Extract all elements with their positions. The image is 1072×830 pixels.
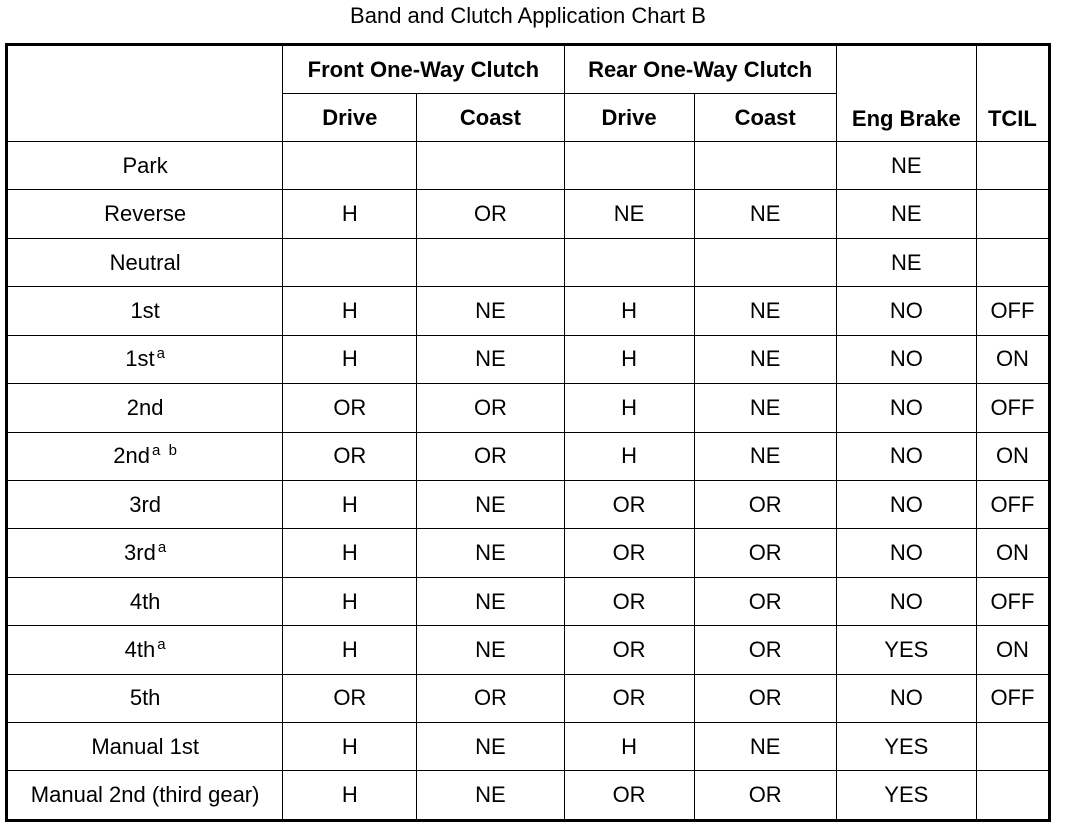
front-drive-cell: H (283, 190, 417, 238)
rear-drive-cell: OR (564, 674, 694, 722)
front-coast-cell: NE (417, 335, 564, 383)
tcil-cell: ON (976, 626, 1049, 674)
gear-position-text: 3rd (124, 540, 156, 566)
front-drive-cell: OR (283, 384, 417, 432)
gear-position-label (7, 626, 283, 674)
tcil-cell: ON (976, 335, 1049, 383)
eng-brake-cell: NO (836, 335, 976, 383)
header-row-groups (7, 45, 1050, 94)
rear-coast-cell (694, 142, 836, 190)
eng-brake-cell: NO (836, 674, 976, 722)
rear-coast-cell: NE (694, 384, 836, 432)
rear-coast-cell: NE (694, 190, 836, 238)
tcil-cell (976, 238, 1049, 286)
front-drive-cell: H (283, 287, 417, 335)
eng-brake-cell: NO (836, 432, 976, 480)
front-drive-cell: OR (283, 432, 417, 480)
tcil-cell: ON (976, 529, 1049, 577)
rear-coast-cell: NE (694, 335, 836, 383)
gear-position-label (7, 238, 283, 286)
rear-coast-cell: OR (694, 771, 836, 821)
table-row (7, 626, 1050, 674)
rear-coast-cell: NE (694, 723, 836, 771)
rear-coast-cell: NE (694, 432, 836, 480)
rear-drive-cell: OR (564, 480, 694, 528)
table-row (7, 723, 1050, 771)
tcil-header: TCIL (976, 45, 1049, 142)
front-drive-cell (283, 238, 417, 286)
rear-drive-cell (564, 238, 694, 286)
front-coast-cell: OR (417, 432, 564, 480)
rear-drive-cell: H (564, 384, 694, 432)
rear-drive-cell (564, 142, 694, 190)
front-coast-cell: NE (417, 723, 564, 771)
front-coast-cell: NE (417, 480, 564, 528)
tcil-cell: OFF (976, 674, 1049, 722)
tcil-cell (976, 190, 1049, 238)
gear-position-text: Neutral (109, 249, 181, 275)
front-coast-cell: OR (417, 384, 564, 432)
front-coast-cell (417, 238, 564, 286)
rear-coast-cell: NE (694, 287, 836, 335)
table-row (7, 238, 1050, 286)
gear-position-label (7, 674, 283, 722)
table-row (7, 432, 1050, 480)
footnote-marker: a (156, 345, 165, 363)
eng-brake-cell: NO (836, 480, 976, 528)
rear-drive-cell: NE (564, 190, 694, 238)
tcil-cell: OFF (976, 384, 1049, 432)
table-row (7, 142, 1050, 190)
gear-position-text: 2nd (113, 443, 150, 469)
eng-brake-cell: NO (836, 384, 976, 432)
table-header (7, 45, 1050, 142)
gear-position-text: 5th (129, 685, 161, 711)
front-coast-cell: NE (417, 626, 564, 674)
front-drive-cell: H (283, 771, 417, 821)
footnote-marker: a b (151, 441, 177, 459)
front-drive-cell: H (283, 335, 417, 383)
table-row (7, 674, 1050, 722)
tcil-cell (976, 771, 1049, 821)
eng-brake-cell: NO (836, 287, 976, 335)
front-coast-header: Coast (417, 94, 564, 142)
gear-position-text: Manual 1st (91, 733, 199, 759)
gear-position-label (7, 771, 283, 821)
gear-position-text: 4th (124, 636, 156, 662)
gear-position-text: Park (122, 152, 168, 178)
table-row (7, 771, 1050, 821)
front-drive-cell: OR (283, 674, 417, 722)
rear-drive-cell: H (564, 287, 694, 335)
rear-coast-cell (694, 238, 836, 286)
gear-position-text: 1st (130, 297, 160, 323)
gear-position-text: 1st (125, 346, 155, 372)
rear-drive-cell: OR (564, 771, 694, 821)
front-coast-cell (417, 142, 564, 190)
gear-position-text: 2nd (126, 394, 164, 420)
gear-position-text: 4th (129, 588, 161, 614)
footnote-marker: a (157, 635, 166, 653)
table-row (7, 335, 1050, 383)
gear-position-text: 3rd (129, 491, 162, 517)
front-one-way-clutch-header: Front One-Way Clutch (283, 45, 564, 94)
table-row (7, 384, 1050, 432)
application-chart-table (5, 43, 1051, 822)
rear-drive-cell: H (564, 432, 694, 480)
rear-coast-cell: OR (694, 626, 836, 674)
gear-position-label (7, 287, 283, 335)
eng-brake-cell: NO (836, 529, 976, 577)
gear-position-label (7, 190, 283, 238)
chart-title: Band and Clutch Application Chart B (350, 3, 706, 28)
rear-drive-cell: H (564, 723, 694, 771)
table-row (7, 577, 1050, 625)
eng-brake-cell: YES (836, 626, 976, 674)
gear-position-label (7, 384, 283, 432)
rear-coast-cell: OR (694, 529, 836, 577)
front-drive-cell: H (283, 529, 417, 577)
front-drive-header: Drive (283, 94, 417, 142)
front-drive-cell (283, 142, 417, 190)
tcil-cell (976, 142, 1049, 190)
tcil-cell: OFF (976, 480, 1049, 528)
front-coast-cell: OR (417, 190, 564, 238)
gear-position-label (7, 480, 283, 528)
front-coast-cell: NE (417, 577, 564, 625)
tcil-cell (976, 723, 1049, 771)
front-coast-cell: OR (417, 674, 564, 722)
footnote-marker: a (157, 538, 167, 556)
table-row (7, 529, 1050, 577)
front-drive-cell: H (283, 626, 417, 674)
rear-coast-cell: OR (694, 674, 836, 722)
gear-position-text: Reverse (104, 201, 187, 227)
eng-brake-cell: NE (836, 190, 976, 238)
rear-drive-cell: OR (564, 529, 694, 577)
gear-position-label (7, 723, 283, 771)
front-drive-cell: H (283, 577, 417, 625)
gear-position-label (7, 335, 283, 383)
tcil-cell: OFF (976, 577, 1049, 625)
eng-brake-cell: YES (836, 723, 976, 771)
table-row (7, 480, 1050, 528)
table-row (7, 190, 1050, 238)
front-coast-cell: NE (417, 529, 564, 577)
rear-drive-cell: OR (564, 577, 694, 625)
table-body (7, 142, 1050, 821)
front-coast-cell: NE (417, 287, 564, 335)
gear-position-text: Manual 2nd (third gear) (30, 782, 260, 808)
tcil-cell: ON (976, 432, 1049, 480)
rear-coast-header: Coast (694, 94, 836, 142)
rear-drive-cell: OR (564, 626, 694, 674)
tcil-cell: OFF (976, 287, 1049, 335)
corner-header (7, 45, 283, 142)
gear-position-label (7, 577, 283, 625)
eng-brake-header: Eng Brake (836, 45, 976, 142)
gear-position-label (7, 432, 283, 480)
eng-brake-cell: YES (836, 771, 976, 821)
rear-coast-cell: OR (694, 577, 836, 625)
front-drive-cell: H (283, 480, 417, 528)
gear-position-label (7, 142, 283, 190)
eng-brake-cell: NE (836, 238, 976, 286)
rear-one-way-clutch-header: Rear One-Way Clutch (564, 45, 836, 94)
eng-brake-cell: NO (836, 577, 976, 625)
rear-drive-cell: H (564, 335, 694, 383)
rear-drive-header: Drive (564, 94, 694, 142)
gear-position-label (7, 529, 283, 577)
front-coast-cell: NE (417, 771, 564, 821)
table-row (7, 287, 1050, 335)
rear-coast-cell: OR (694, 480, 836, 528)
front-drive-cell: H (283, 723, 417, 771)
eng-brake-cell: NE (836, 142, 976, 190)
